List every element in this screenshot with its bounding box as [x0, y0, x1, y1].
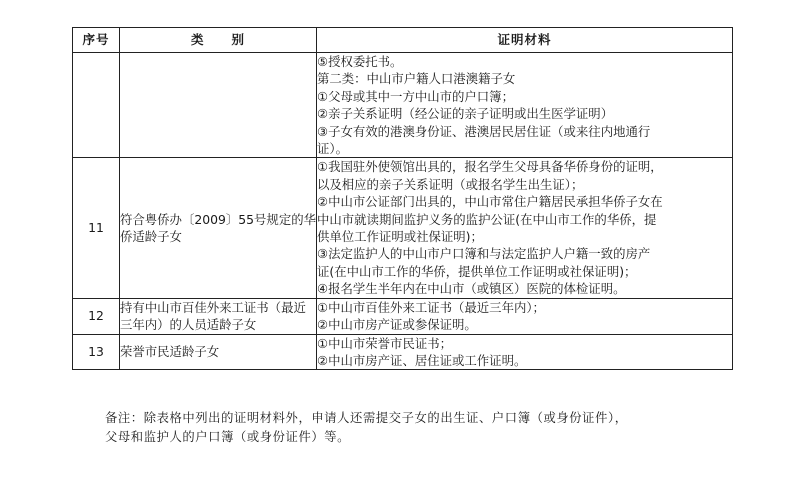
- material-line: 证(在中山市工作的华侨，提供单位工作证明或社保证明)；: [317, 263, 637, 279]
- material-line: ②中山市房产证或参保证明。: [317, 317, 477, 333]
- material-line: ③法定监护人的中山市户口簿和与法定监护人户籍一致的房产: [317, 246, 651, 262]
- table-header-row: [73, 28, 733, 53]
- row-materials: [317, 334, 733, 370]
- row-materials: [317, 53, 733, 158]
- material-line: ③子女有效的港澳身份证、港澳居民居住证（或来往内地通行: [317, 123, 651, 139]
- material-line: 供单位工作证明或社保证明)；: [317, 229, 483, 245]
- table-row: [73, 158, 733, 298]
- material-line: 证）。: [317, 141, 348, 157]
- footnote: [105, 409, 715, 447]
- row-category: 荣誉市民适龄子女: [120, 334, 317, 370]
- row-num: 12: [73, 298, 120, 334]
- material-line: 中山市就读期间监护义务的监护公证(在中山市工作的华侨，提: [317, 211, 657, 227]
- material-line: ②中山市公证部门出具的，中山市常住户籍居民承担华侨子女在: [317, 194, 663, 210]
- material-line: ⑤授权委托书。: [317, 54, 403, 69]
- header-category: 类 别: [120, 28, 317, 53]
- material-line: ①中山市百佳外来工证书（最近三年内）；: [317, 299, 545, 315]
- row-num: [73, 53, 120, 158]
- row-materials: [317, 298, 733, 334]
- footnote-line-2: 父母和监护人的户口簿（或身份证件）等。: [105, 430, 351, 444]
- material-line: ①父母或其中一方中山市的户口簿；: [317, 88, 514, 104]
- row-num: 13: [73, 334, 120, 370]
- table-row: [73, 334, 733, 370]
- table-row: [73, 53, 733, 158]
- row-category: [120, 53, 317, 158]
- header-materials: 证明材料: [317, 28, 733, 53]
- material-line: ④报名学生半年内在中山市（或镇区）医院的体检证明。: [317, 281, 626, 297]
- material-line: 第二类：中山市户籍人口港澳籍子女: [317, 71, 516, 87]
- table-row: [73, 298, 733, 334]
- material-line: ②亲子关系证明（经公证的亲子证明或出生医学证明）: [317, 106, 614, 122]
- footnote-line-1: 备注：除表格中列出的证明材料外，申请人还需提交子女的出生证、户口簿（或身份证件），: [105, 411, 628, 425]
- material-line: ②中山市房产证、居住证或工作证明。: [317, 352, 527, 368]
- header-num: 序号: [73, 28, 120, 53]
- row-category: 持有中山市百佳外来工证书（最近三年内）的人员适龄子女: [120, 298, 317, 334]
- row-category: 符合粤侨办〔2009〕55号规定的华侨适龄子女: [120, 158, 317, 298]
- material-line: 以及相应的亲子关系证明（或报名学生出生证）；: [317, 176, 584, 192]
- row-materials: [317, 158, 733, 298]
- materials-table: [72, 27, 733, 370]
- material-line: ①我国驻外使领馆出具的，报名学生父母具备华侨身份的证明，: [317, 159, 663, 175]
- material-line: ①中山市荣誉市民证书；: [317, 335, 453, 351]
- row-num: 11: [73, 158, 120, 298]
